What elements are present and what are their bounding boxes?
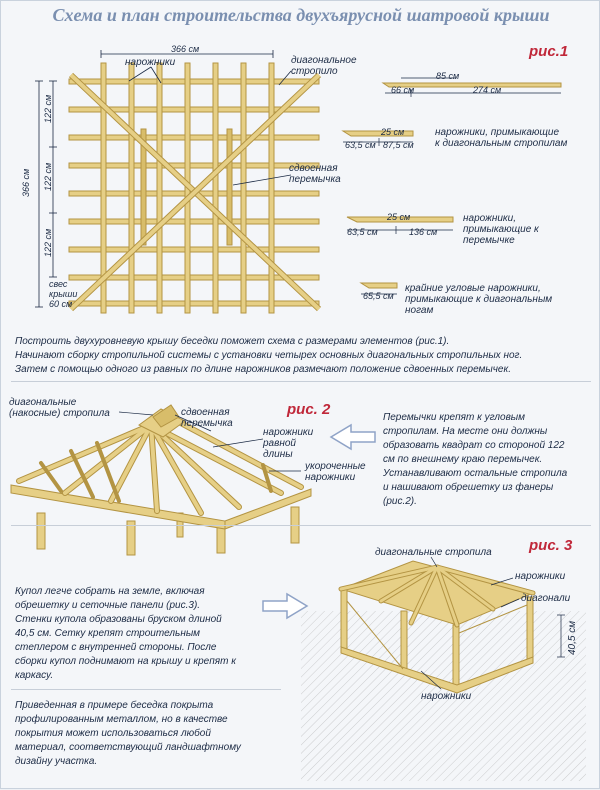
fig1-nar-label: нарожники (125, 57, 176, 68)
fig1-overhang: свес крыши 60 см (49, 279, 78, 309)
fig1-height-dimension: 366 см (21, 168, 31, 197)
fig1-dim-122-a: 122 см (43, 94, 53, 123)
fig2-caption: рис. 2 (287, 401, 331, 418)
fig1-double-label: сдвоенная перемычка (289, 163, 341, 185)
piece3-description: нарожники, примыкающие к перемычке (463, 213, 539, 246)
fig1-dimensions (35, 50, 291, 307)
divider-1 (11, 381, 591, 382)
fig2-equal-label: нарожники равной длины (263, 427, 314, 460)
fig2-short-label: укороченные нарожники (305, 461, 366, 483)
intro-paragraph: Построить двухуровневую крышу беседки поможет схема с размерами элементов (рис.1). Начинают сборку стропильной системы с установки четырех основных диагональных стропильных ног. Затем с помощью одного из равных по длине нарожников размечают положение сдвоенных перемычек. (15, 336, 523, 375)
fig3-nar1-label: нарожники (515, 571, 566, 582)
fig2-diag-label: диагональные (накосные) стропила (9, 397, 110, 419)
fig3-nar2-label: нарожники (421, 691, 472, 702)
fig1-piece-dims (343, 78, 561, 294)
page-title: Схема и план строительства двухъярусной шатровой крыши (52, 5, 550, 25)
divider-3 (11, 689, 281, 690)
piece1-dim-a: 85 см (436, 71, 460, 81)
closing-paragraph: Приведенная в примере беседка покрыта профилированным металлом, но в качестве покрытия может использоваться любой материал, соответствующий ландшафтному дизайну участка. (15, 700, 241, 767)
fig3-text: Купол легче собрать на земле, включая обрешетку и сеточные панели (рис.3). Стенки купола образованы бруском длиной 40,5 см. Сетку крепят строительным степлером с внутренней стороны. После сборки купол поднимают на крышу и крепят к каркасу. (15, 586, 236, 681)
fig1-plan (69, 63, 319, 313)
piece4-dim-a: 65,5 см (363, 291, 394, 301)
piece2-dim-c: 87,5 см (383, 140, 414, 150)
fig3-diag-label: диагональные стропила (375, 547, 492, 558)
piece2-dim-b: 63,5 см (345, 140, 376, 150)
fig1-caption: рис.1 (529, 43, 569, 60)
fig1-dim-122-b: 122 см (43, 162, 53, 191)
fig3-height-dimension: 40,5 см (567, 620, 578, 655)
piece4-description: крайние угловые нарожники, примыкающие к диагональным ногам (405, 283, 553, 316)
fig1-dim-122-c: 122 см (43, 228, 53, 257)
piece3-dim-c: 136 см (409, 227, 438, 237)
piece-nar-corner (361, 283, 397, 288)
piece3-dim-b: 63,5 см (347, 227, 378, 237)
fig2-text: Перемычки крепят к угловым стропилам. На месте они должны образовать квадрат со стороной 122 см по внешнему краю перемычек. Устанавливают остальные стропила и нашивают обрешетку из фанеры (рис.2). (383, 412, 568, 507)
fig2-double-label: сдвоенная перемычка (181, 407, 233, 429)
fig1-diag-label: диагональное стропило (291, 55, 357, 77)
piece1-dim-b: 66 см (391, 85, 415, 95)
fig1-pieces (343, 83, 561, 288)
piece2-dim-a: 25 см (381, 127, 405, 137)
piece2-description: нарожники, примыкающие к диагональным стропилам (435, 127, 568, 149)
fig1-width-dimension: 366 см (171, 44, 200, 54)
fig2-arrow-icon (331, 425, 375, 449)
divider-2 (11, 525, 591, 526)
piece1-dim-c: 274 см (473, 85, 502, 95)
fig3-caption: рис. 3 (529, 537, 573, 554)
piece3-dim-a: 25 см (387, 212, 411, 222)
fig3-diagonals-label: диагонали (521, 593, 571, 604)
